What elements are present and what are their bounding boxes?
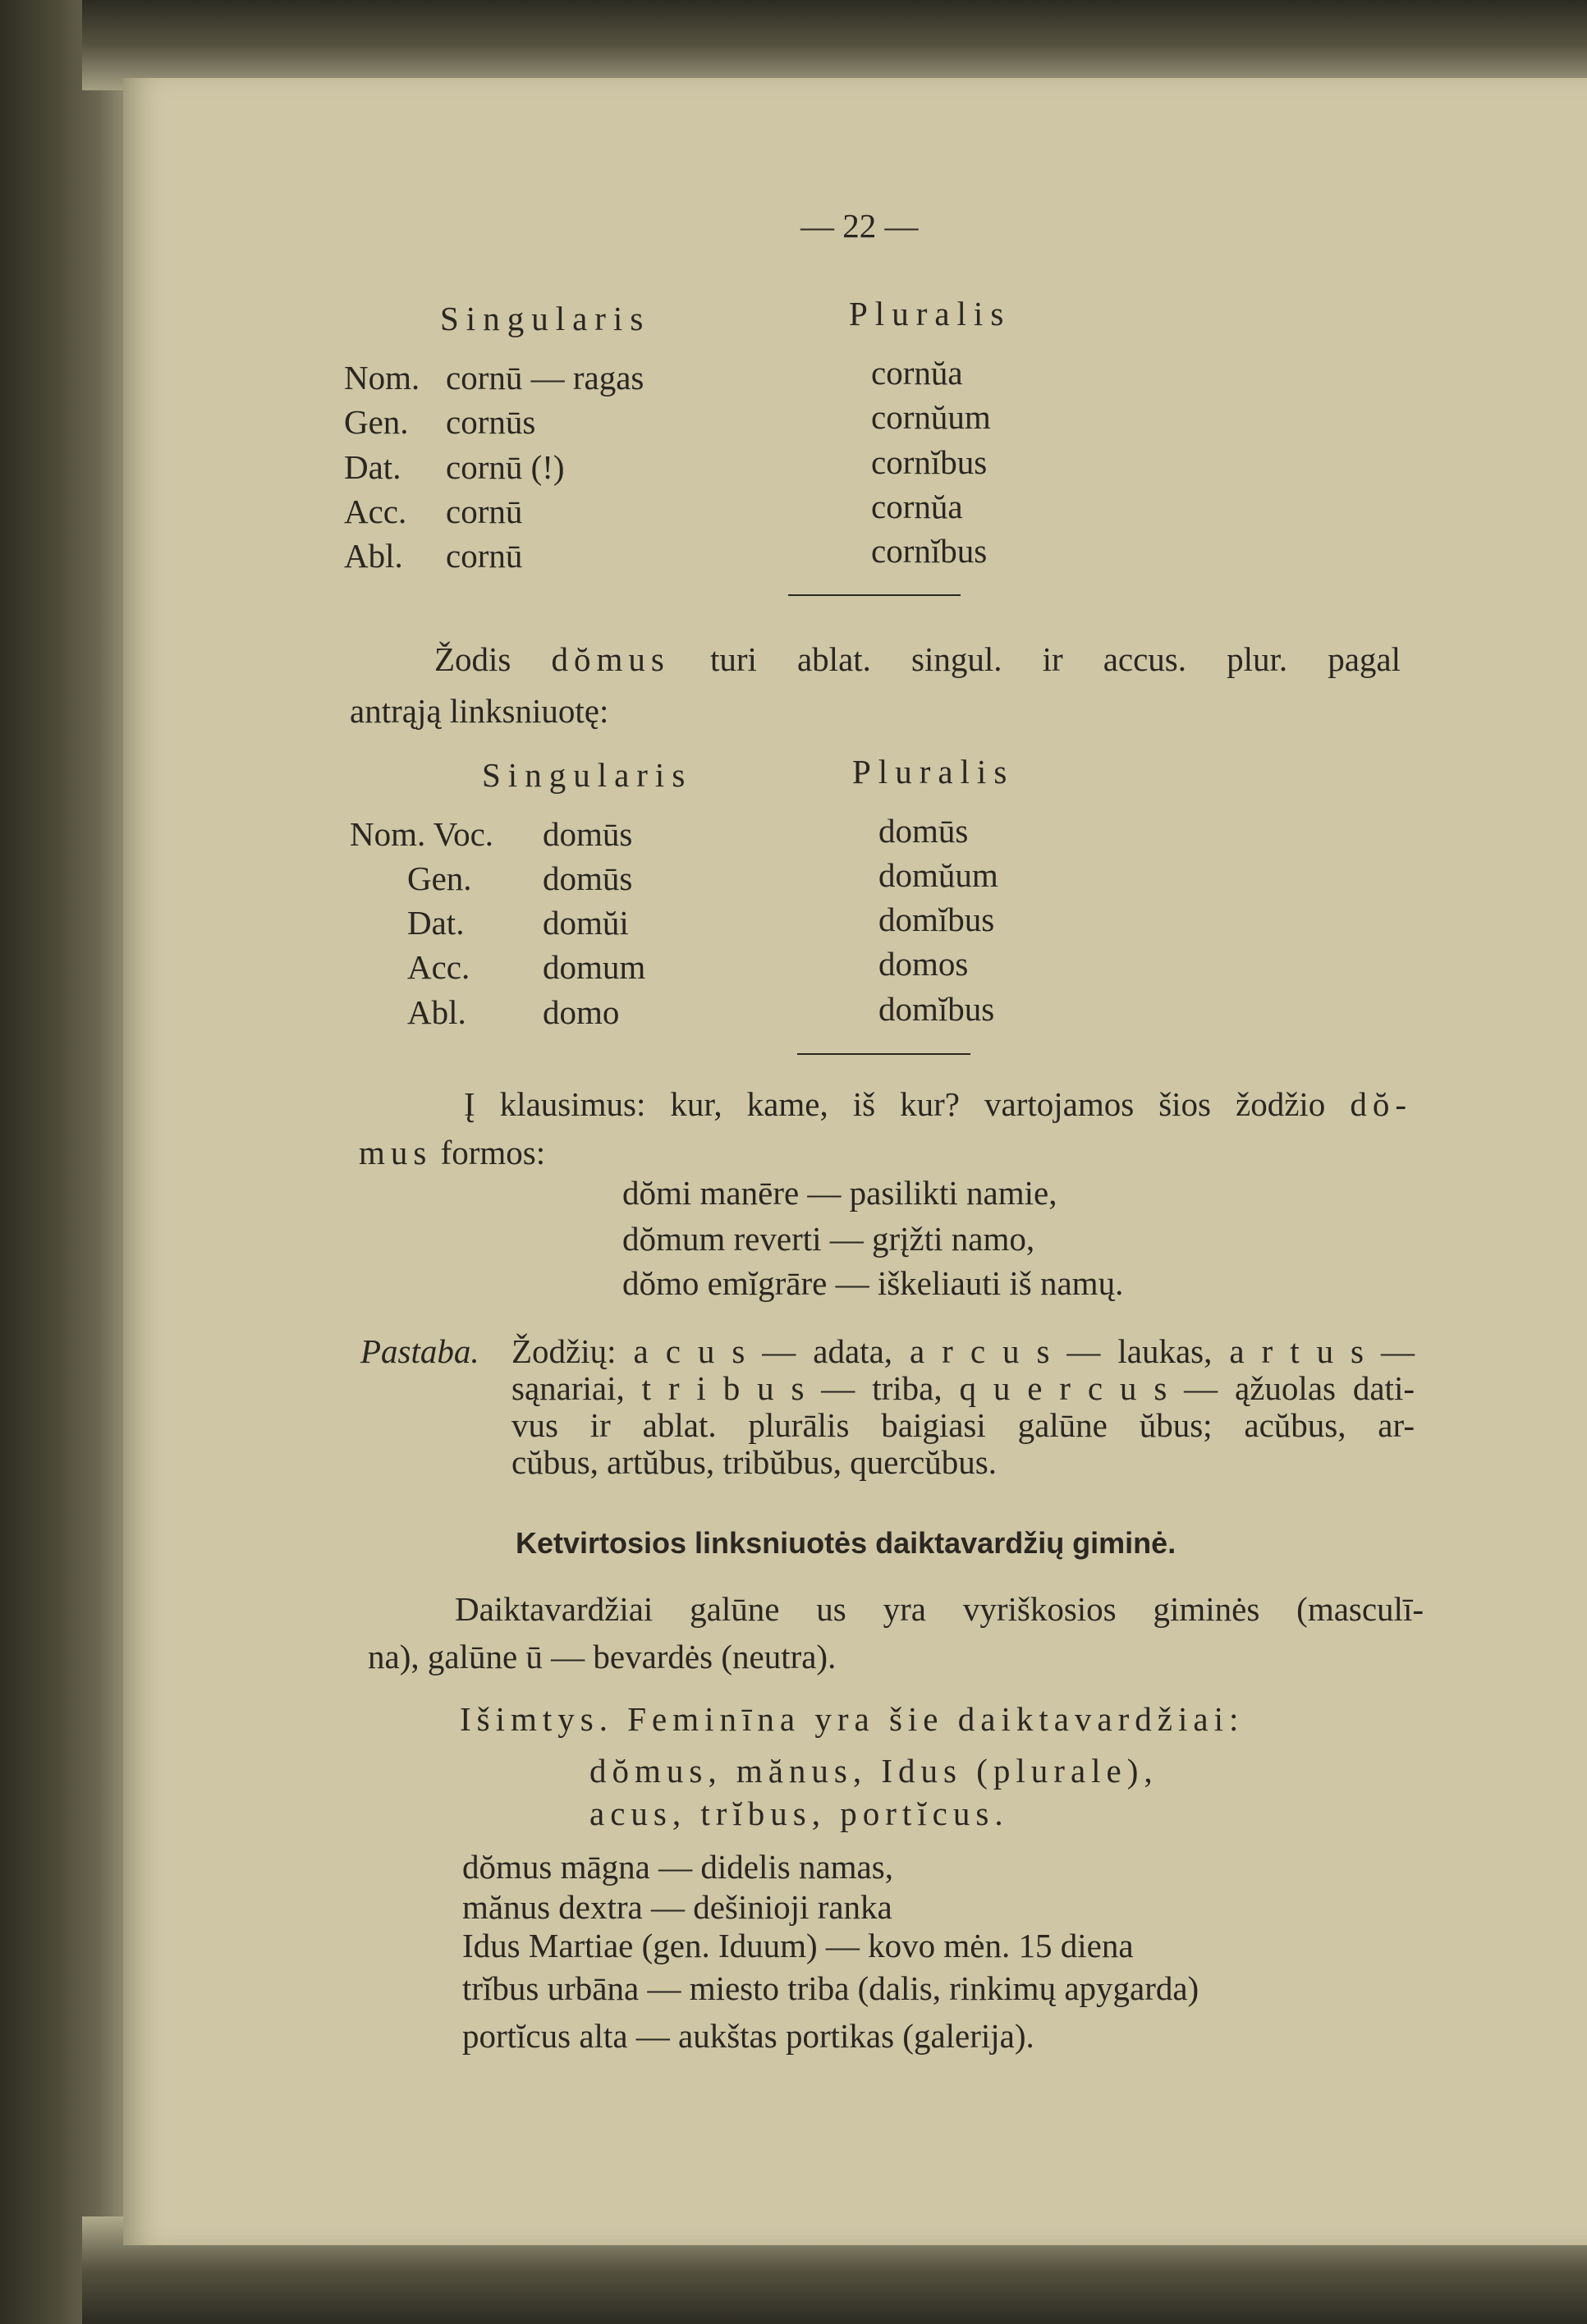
table2-singular: domum	[543, 948, 646, 986]
divider-rule	[788, 594, 961, 596]
phrase-line: trĭbus urbāna — miesto triba (dalis, rinkimų apygarda)	[462, 1969, 1199, 2007]
paragraph-line	[359, 1136, 545, 1170]
table1-header-plural: Pluralis	[849, 295, 1011, 332]
table1-singular: cornū	[446, 493, 523, 530]
text: formos:	[440, 1134, 546, 1171]
spaced-word: mus	[359, 1134, 433, 1171]
book-binding	[0, 0, 131, 2324]
text: turi ablat. singul. ir accus. plur. pagal	[709, 640, 1401, 678]
example-line: dŏmi manēre — pasilikti namie,	[622, 1174, 1057, 1212]
example-line: dŏmo emĭgrāre — iškeliauti iš namų.	[622, 1264, 1124, 1302]
table2-case: Acc.	[407, 948, 470, 986]
table1-singular: cornū	[446, 537, 523, 575]
table1-case: Abl.	[344, 537, 403, 575]
table2-plural: domŭum	[878, 856, 998, 894]
paragraph-line	[464, 1085, 1412, 1123]
page-top-edge	[82, 0, 1587, 90]
paragraph-line: antrąją linksniuotę:	[350, 692, 609, 730]
table2-singular: domŭi	[543, 904, 629, 942]
example-line: dŏmum reverti — grįžti namo,	[622, 1220, 1035, 1258]
paragraph-line: na), galūne ū — bevardės (neutra).	[368, 1638, 837, 1675]
table1-plural: cornĭbus	[871, 443, 988, 481]
note-line: sąnariai, t r i b u s — triba, q u e r c u s — ąžuolas dati-	[511, 1369, 1415, 1407]
table1-plural: cornĭbus	[871, 532, 988, 570]
spaced-word: dŏmus	[551, 640, 670, 678]
table2-plural: domĭbus	[878, 901, 995, 938]
table2-header-plural: Pluralis	[852, 753, 1015, 791]
table1-header-singular: Singularis	[440, 300, 651, 337]
note-line: vus ir ablat. plurālis baigiasi galūne ŭbus; acŭbus, ar-	[511, 1406, 1415, 1444]
paragraph-line	[434, 640, 1401, 678]
spaced-word: dŏ-	[1350, 1085, 1412, 1123]
table1-plural: cornŭa	[871, 488, 963, 525]
text: Žodis	[434, 640, 511, 678]
table2-singular: domūs	[543, 815, 633, 853]
note-label: Pastaba.	[360, 1332, 479, 1370]
table2-case: Gen.	[407, 859, 472, 897]
table2-header-singular: Singularis	[482, 756, 693, 794]
phrase-line: mănus dextra — dešinioji ranka	[462, 1888, 892, 1926]
note-line: Žodžių: a c u s — adata, a r c u s — laukas, a r t u s —	[511, 1332, 1415, 1370]
table1-plural: cornŭum	[871, 398, 991, 436]
page-number: — 22 —	[800, 207, 919, 245]
section-heading: Ketvirtosios linksniuotės daiktavardžių giminė.	[516, 1526, 1176, 1560]
exceptions-words: acus, trĭbus, portĭcus.	[589, 1795, 1009, 1832]
paragraph-line: Daiktavardžiai galūne us yra vyriškosios giminės (masculī-	[455, 1590, 1424, 1628]
table2-singular: domo	[543, 993, 620, 1031]
table1-case: Gen.	[344, 403, 409, 441]
note-line: cŭbus, artŭbus, tribŭbus, quercŭbus.	[511, 1443, 997, 1481]
phrase-line: portĭcus alta — aukštas portikas (galerija).	[462, 2017, 1034, 2055]
table2-singular: domūs	[543, 859, 633, 897]
table1-singular: cornū — ragas	[446, 359, 644, 397]
table2-plural: domos	[878, 945, 969, 983]
table2-case: Nom. Voc.	[350, 815, 494, 853]
text: Į klausimus: kur, kame, iš kur? vartojamos šios žodžio	[464, 1085, 1326, 1123]
table2-plural: domūs	[878, 812, 969, 850]
table2-case: Abl.	[407, 993, 466, 1031]
phrase-line: Idus Martiae (gen. Iduum) — kovo mėn. 15 diena	[462, 1927, 1134, 1964]
table1-singular: cornūs	[446, 403, 536, 441]
phrase-line: dŏmus māgna — didelis namas,	[462, 1848, 893, 1886]
table1-singular: cornū (!)	[446, 448, 565, 486]
table1-case: Nom.	[344, 359, 420, 397]
divider-rule	[797, 1053, 970, 1055]
exceptions-line: Išimtys. Feminīna yra šie daiktavardžiai:	[460, 1700, 1245, 1738]
table1-plural: cornŭa	[871, 354, 963, 392]
table2-plural: domĭbus	[878, 990, 995, 1028]
table2-case: Dat.	[407, 904, 465, 942]
table1-case: Acc.	[344, 493, 407, 530]
exceptions-words: dŏmus, mănus, Idus (plurale),	[589, 1752, 1158, 1790]
table1-case: Dat.	[344, 448, 401, 486]
